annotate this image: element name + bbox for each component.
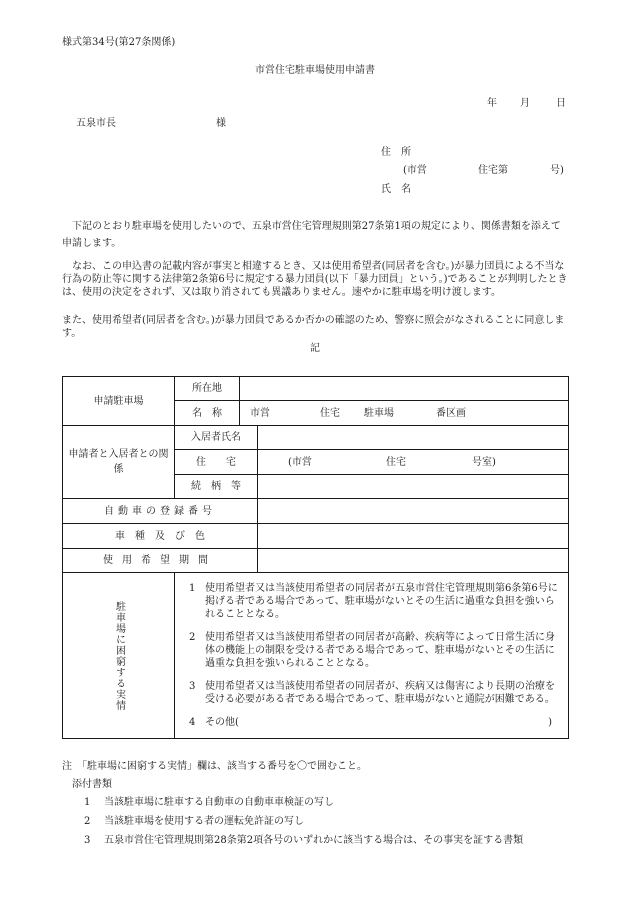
table-row-location bbox=[63, 377, 569, 401]
table-row-car-type bbox=[63, 524, 569, 549]
facility-jutaku: 住宅 bbox=[320, 407, 340, 419]
address-label: 住 所 bbox=[381, 147, 411, 158]
attachments-title: 添付書類 bbox=[72, 779, 112, 790]
attachment-item: 2 当該駐車場を使用する者の運転免許証の写し bbox=[84, 816, 304, 827]
condition-item-other[interactable]: 4 その他( ) bbox=[189, 717, 552, 728]
facility-section: 番区画 bbox=[436, 407, 466, 419]
residence-jutaku: 住宅 bbox=[386, 456, 406, 468]
table-row-hardship bbox=[63, 573, 569, 739]
body-paragraph-3: また、使用希望者(同居者を含む。)が暴力団員であるか否かの確認のため、警察に照会がなされることに同意します。 bbox=[62, 315, 565, 339]
facility-name-field[interactable] bbox=[240, 401, 569, 426]
residence-label: 住 宅 bbox=[175, 450, 258, 475]
ki-heading: 記 bbox=[310, 343, 320, 354]
facility-name-label: 名 称 bbox=[175, 401, 240, 426]
table-row-resident-name bbox=[63, 426, 569, 450]
addressee-honorific: 様 bbox=[216, 118, 226, 129]
residence-room: 号室) bbox=[472, 456, 496, 468]
resident-name-field[interactable] bbox=[258, 426, 569, 450]
year-label: 年 bbox=[487, 98, 497, 109]
relationship-label: 続 柄 等 bbox=[175, 475, 258, 499]
housing-prefix: (市営 bbox=[403, 165, 427, 176]
facility-parking: 駐車場 bbox=[364, 407, 394, 419]
housing-suffix: 号) bbox=[550, 165, 564, 176]
housing-number-label: 住宅第 bbox=[478, 165, 508, 176]
car-registration-field[interactable] bbox=[258, 499, 569, 524]
condition-item[interactable]: 3 使用希望者又は当該使用希望者の同居者が、疾病又は傷害により長期の治療を受ける必要がある者である場合であって、駐車場がないと通院が困難である。 bbox=[189, 681, 555, 705]
parking-label: 申請駐車場 bbox=[63, 377, 175, 426]
month-label: 月 bbox=[520, 98, 530, 109]
location-field[interactable] bbox=[240, 377, 569, 401]
note-text: 注 「駐車場に困窮する実情」欄は、該当する番号を〇で囲むこと。 bbox=[62, 761, 367, 772]
condition-item[interactable]: 1 使用希望者又は当該使用希望者の同居者が五泉市営住宅管理規則第6条第6号に掲げる者である場合であって、駐車場がないとその生活に過重な負担を強いられることとなる。 bbox=[189, 583, 558, 620]
table-row-car-registration bbox=[63, 499, 569, 524]
car-registration-label: 自動車の登録番号 bbox=[63, 499, 258, 524]
table-row-period bbox=[63, 549, 569, 573]
attachment-item: 1 当該駐車場に駐車する自動車の自動車車検証の写し bbox=[84, 797, 334, 808]
relation-label: 申請者と入居者との関係 bbox=[63, 426, 175, 499]
hardship-label: 駐車場に困窮する実情 bbox=[113, 600, 125, 711]
period-field[interactable] bbox=[258, 549, 569, 573]
condition-item[interactable]: 2 使用希望者又は当該使用希望者の同居者が高齢、疾病等によって日常生活に身体の機能上の制限を受ける者である場合であって、駐車場がないとその生活に過重な負担を強いられることとなる。 bbox=[189, 632, 555, 669]
car-type-label: 車 種 及 び 色 bbox=[63, 524, 258, 549]
residence-shiei: (市営 bbox=[288, 456, 312, 468]
resident-name-label: 入居者氏名 bbox=[175, 426, 258, 450]
attachment-item: 3 五泉市営住宅管理規則第28条第2項各号のいずれかに該当する場合は、その事実を証する書類 bbox=[84, 835, 524, 846]
application-table bbox=[62, 376, 569, 739]
body-paragraph-1: 下記のとおり駐車場を使用したいので、五泉市営住宅管理規則第27条第1項の規定により、関係書類を添えて申請します。 bbox=[62, 221, 561, 249]
period-label: 使用希望期間 bbox=[63, 549, 258, 573]
residence-field[interactable] bbox=[258, 450, 569, 475]
hardship-conditions bbox=[175, 573, 569, 739]
name-label: 氏 名 bbox=[381, 184, 411, 195]
addressee: 五泉市長 bbox=[76, 118, 116, 129]
relationship-field[interactable] bbox=[258, 475, 569, 499]
form-number: 様式第34号(第27条関係) bbox=[62, 37, 176, 48]
facility-shiei: 市営 bbox=[250, 407, 270, 419]
body-paragraph-2: なお、この申込書の記載内容が事実と相違するとき、又は使用希望者(同居者を含む。)が暴力団員による不当な行為の防止等に関する法律第2条第6号に規定する暴力団員(以下「暴力団員」という。)であることが判明したときは、使用の決定をされず、又は取り消されても異議ありません。速やかに駐車場を明け渡します。 bbox=[62, 261, 568, 298]
car-type-field[interactable] bbox=[258, 524, 569, 549]
day-label: 日 bbox=[556, 98, 566, 109]
form-title: 市営住宅駐車場使用申請書 bbox=[255, 65, 375, 76]
hardship-label-cell bbox=[63, 573, 175, 739]
location-label: 所在地 bbox=[175, 377, 240, 401]
